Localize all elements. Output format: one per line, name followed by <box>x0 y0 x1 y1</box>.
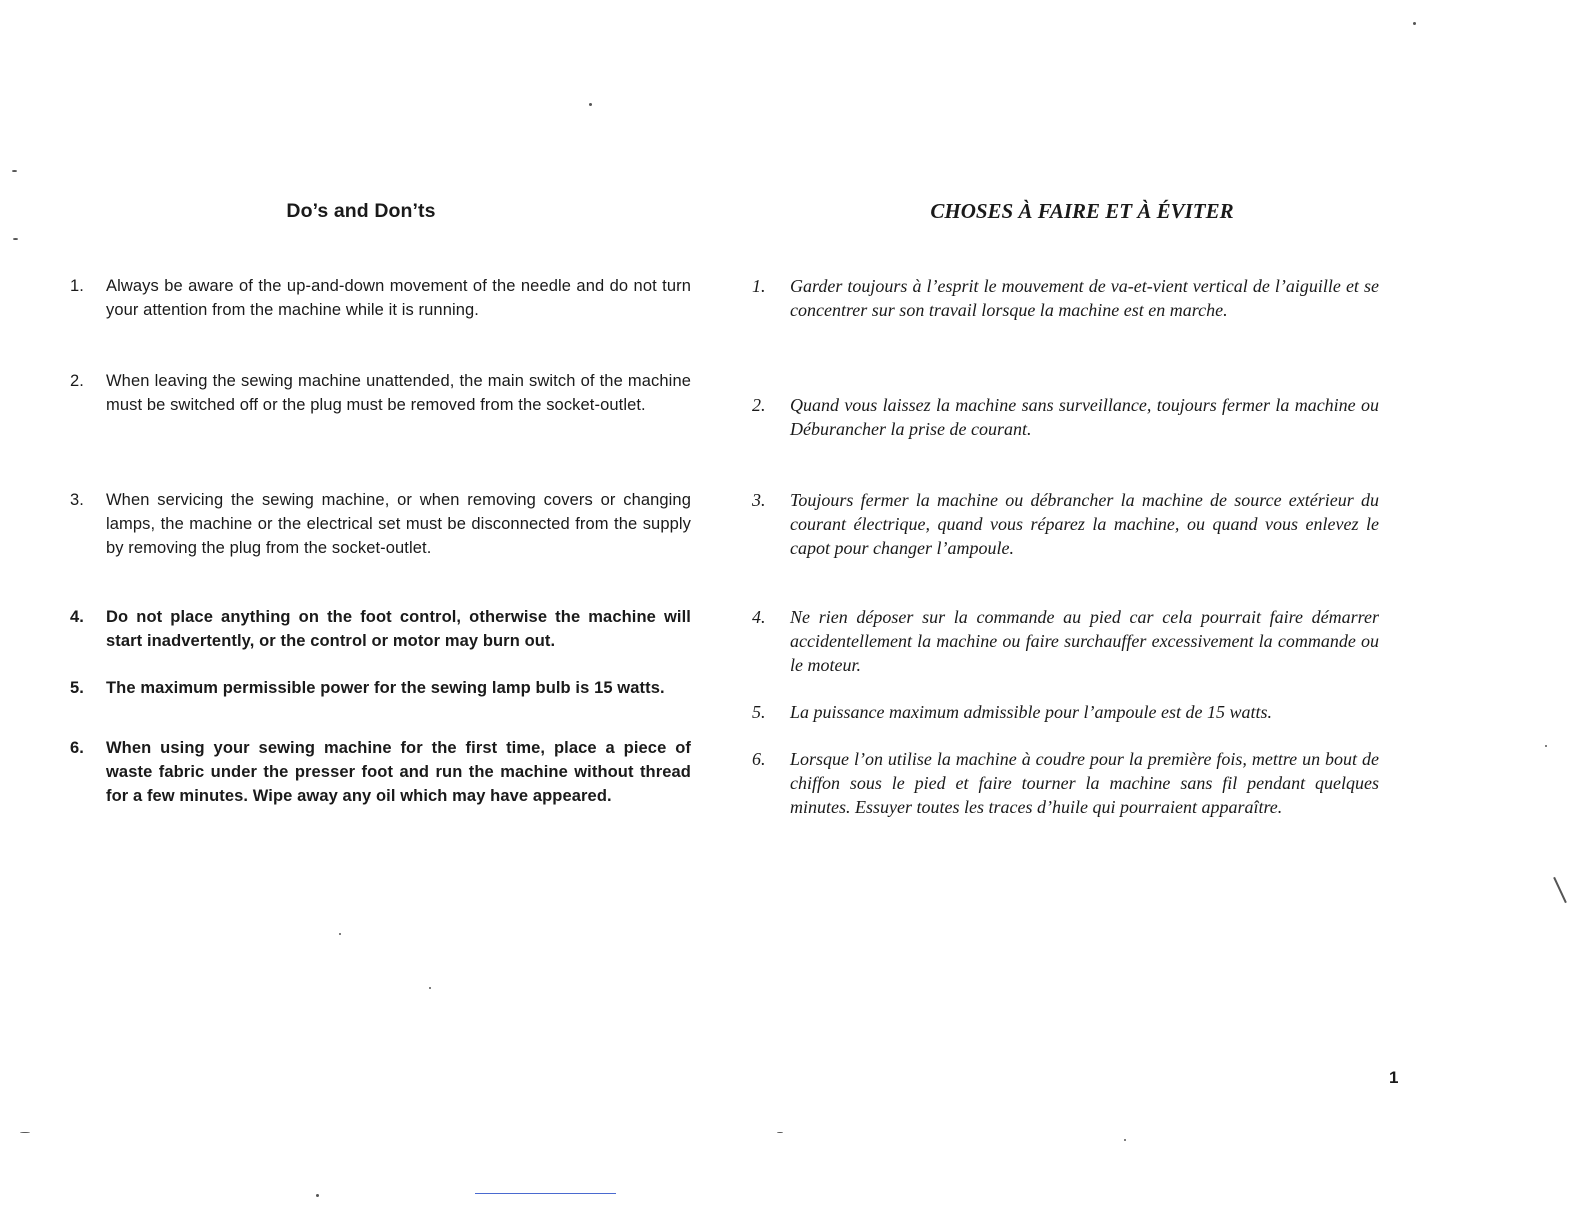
page-number: 1 <box>1389 1068 1399 1087</box>
scan-speck <box>777 1132 783 1133</box>
list-item <box>752 488 1379 560</box>
scan-speck <box>429 987 431 989</box>
item-number: 1. <box>752 276 766 296</box>
item-number: 4. <box>70 608 84 626</box>
list-item <box>70 605 691 653</box>
list-item <box>70 274 691 322</box>
scan-speck <box>589 103 592 106</box>
item-text: When leaving the sewing machine unattended, the main switch of the machine must be switched off or the plug must be removed from the socket-outlet. <box>106 372 691 414</box>
item-text: La puissance maximum admissible pour l’ampoule est de 15 watts. <box>790 702 1272 722</box>
list-item <box>752 274 1379 322</box>
item-text: The maximum permissible power for the sewing lamp bulb is 15 watts. <box>106 679 665 697</box>
scan-speck <box>12 170 17 172</box>
item-text: Ne rien déposer sur la commande au pied car cela pourrait faire démarrer accidentellement la machine ou faire surchauffer excessivement la commande ou le moteur. <box>790 607 1379 675</box>
list-item <box>752 747 1379 819</box>
list-item <box>752 700 1379 724</box>
item-number: 1. <box>70 277 84 295</box>
scan-speck <box>1545 745 1547 747</box>
item-number: 5. <box>70 679 84 697</box>
list-item <box>752 605 1379 677</box>
item-number: 6. <box>752 749 766 769</box>
scan-speck <box>339 933 341 935</box>
footer-rule <box>475 1193 616 1194</box>
item-number: 2. <box>752 395 766 415</box>
item-text: Toujours fermer la machine ou débrancher la machine de source extérieur du courant électrique, quand vous réparez la machine, ou quand vous enlevez le capot pour changer l’ampoule. <box>790 490 1379 558</box>
scan-speck <box>1553 877 1567 903</box>
item-number: 3. <box>70 491 84 509</box>
item-text: When servicing the sewing machine, or when removing covers or changing lamps, the machine or the electrical set must be disconnected from the supply by removing the plug from the socket-outlet. <box>106 491 691 557</box>
scan-speck <box>13 238 18 240</box>
french-title: CHOSES À FAIRE ET À ÉVITER <box>930 199 1234 223</box>
item-text: When using your sewing machine for the first time, place a piece of waste fabric under the presser foot and run the machine without thread for a few minutes. Wipe away any oil which may have appeared. <box>106 739 691 805</box>
list-item <box>752 393 1379 441</box>
item-number: 5. <box>752 702 766 722</box>
list-item <box>70 736 691 808</box>
item-text: Quand vous laissez la machine sans surveillance, toujours fermer la machine ou Déburancher la prise de courant. <box>790 395 1379 439</box>
item-text: Lorsque l’on utilise la machine à coudre pour la première fois, mettre un bout de chiffon sous le pied et faire tourner la machine sans fil pendant quelques minutes. Essuyer toutes les traces d’huile qui pourraient apparaître. <box>790 749 1379 817</box>
scan-speck <box>1124 1139 1126 1141</box>
item-text: Garder toujours à l’esprit le mouvement de va-et-vient vertical de l’aiguille et se concentrer sur son travail lorsque la machine est en marche. <box>790 276 1379 320</box>
scan-speck <box>20 1132 30 1133</box>
list-item <box>70 676 691 700</box>
item-number: 3. <box>752 490 766 510</box>
item-number: 4. <box>752 607 766 627</box>
item-text: Always be aware of the up-and-down movement of the needle and do not turn your attention from the machine while it is running. <box>106 277 691 319</box>
scan-speck <box>316 1194 319 1197</box>
list-item <box>70 488 691 560</box>
list-item <box>70 369 691 417</box>
item-text: Do not place anything on the foot control, otherwise the machine will start inadvertently, or the control or motor may burn out. <box>106 608 691 650</box>
item-number: 2. <box>70 372 84 390</box>
english-title: Do’s and Don’ts <box>286 200 436 222</box>
item-number: 6. <box>70 739 84 757</box>
scan-speck <box>1413 22 1416 25</box>
